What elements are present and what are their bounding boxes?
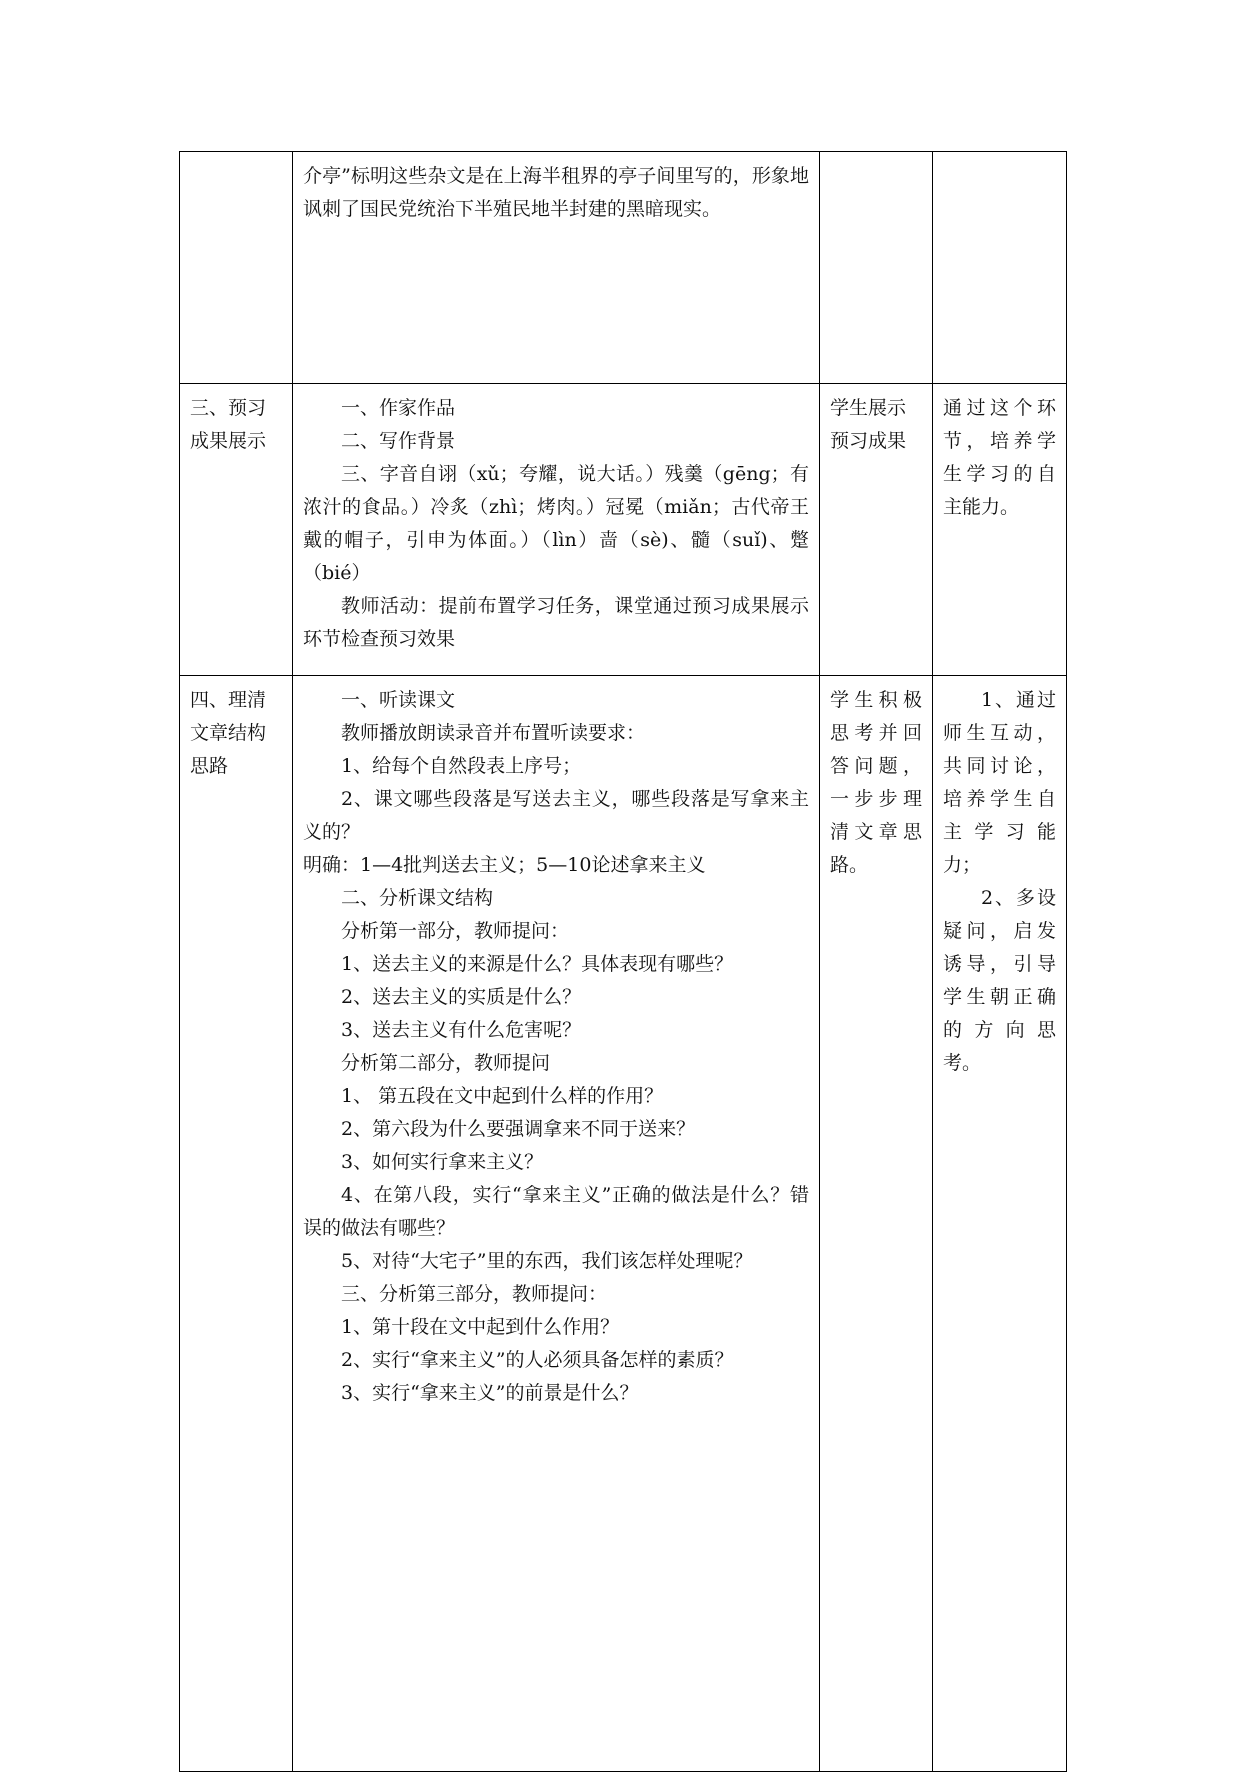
content-paragraph: 2、送去主义的实质是什么？ <box>341 986 582 1008</box>
content-paragraph: 分析第二部分，教师提问 <box>341 1052 551 1074</box>
content-paragraph: 2、第六段为什么要强调拿来不同于送来？ <box>341 1118 696 1140</box>
content-paragraph: 4、在第八段，实行“拿来主义”正确的做法是什么？错误的做法有哪些？ <box>303 1184 809 1239</box>
content-cell <box>293 384 820 676</box>
content-paragraph: 3、送去主义有什么危害呢？ <box>341 1019 582 1041</box>
purpose-paragraph: 2、多设疑问，启发诱导，引导学生朝正确的方向思考。 <box>943 887 1056 1074</box>
content-paragraph: 1、给每个自然段表上序号； <box>341 755 582 777</box>
content-paragraph: 三、字音自诩（xǔ；夸耀，说大话。）残羹（gēng；有浓汁的食品。）冷炙（zhì；烤肉。）冠冕（miǎn；古代帝王戴的帽子，引申为体面。）（lìn）啬（sè)、髓（suǐ)、蹩（bié） <box>303 463 809 584</box>
student-cell <box>820 152 933 384</box>
content-paragraph: 2、实行“拿来主义”的人必须具备怎样的素质？ <box>341 1349 734 1371</box>
content-paragraph: 介亭”标明这些杂文是在上海半租界的亭子间里写的，形象地讽刺了国民党统治下半殖民地半封建的黑暗现实。 <box>303 165 809 220</box>
content-cell <box>293 152 820 384</box>
content-paragraph: 1、 第五段在文中起到什么样的作用？ <box>341 1085 664 1107</box>
stage-cell: 四、理清文章结构思路 <box>180 676 293 1772</box>
content-paragraph: 3、如何实行拿来主义？ <box>341 1151 544 1173</box>
content-paragraph: 教师播放朗读录音并布置听读要求： <box>341 722 646 744</box>
table-row <box>180 152 1067 384</box>
content-paragraph: 二、分析课文结构 <box>341 887 494 909</box>
content-paragraph: 教师活动：提前布置学习任务，课堂通过预习成果展示环节检查预习效果 <box>303 595 809 650</box>
table-row <box>180 676 1067 1772</box>
student-cell: 学生展示预习成果 <box>820 384 933 676</box>
table-row <box>180 384 1067 676</box>
stage-cell <box>180 152 293 384</box>
purpose-cell <box>933 152 1067 384</box>
student-cell: 学生积极思考并回答问题，一步步理清文章思路。 <box>820 676 933 1772</box>
purpose-cell <box>933 676 1067 1772</box>
lesson-plan-table <box>179 151 1067 1772</box>
content-paragraph: 一、听读课文 <box>341 689 456 711</box>
content-paragraph: 1、第十段在文中起到什么作用？ <box>341 1316 620 1338</box>
content-paragraph: 三、分析第三部分，教师提问： <box>341 1283 608 1305</box>
content-paragraph: 二、写作背景 <box>341 430 456 452</box>
content-paragraph: 明确：1—4批判送去主义；5—10论述拿来主义 <box>303 854 706 876</box>
content-paragraph: 1、送去主义的来源是什么？具体表现有哪些？ <box>341 953 734 975</box>
purpose-paragraph: 1、通过师生互动，共同讨论，培养学生自主学习能力； <box>943 689 1056 876</box>
content-paragraph: 分析第一部分，教师提问： <box>341 920 570 942</box>
content-paragraph: 一、作家作品 <box>341 397 456 419</box>
stage-cell: 三、预习成果展示 <box>180 384 293 676</box>
purpose-cell: 通过这个环节，培养学生学习的自主能力。 <box>933 384 1067 676</box>
content-paragraph: 3、实行“拿来主义”的前景是什么？ <box>341 1382 639 1404</box>
content-paragraph: 2、课文哪些段落是写送去主义，哪些段落是写拿来主义的？ <box>303 788 809 843</box>
content-paragraph: 5、对待“大宅子”里的东西，我们该怎样处理呢？ <box>341 1250 753 1272</box>
content-cell <box>293 676 820 1772</box>
